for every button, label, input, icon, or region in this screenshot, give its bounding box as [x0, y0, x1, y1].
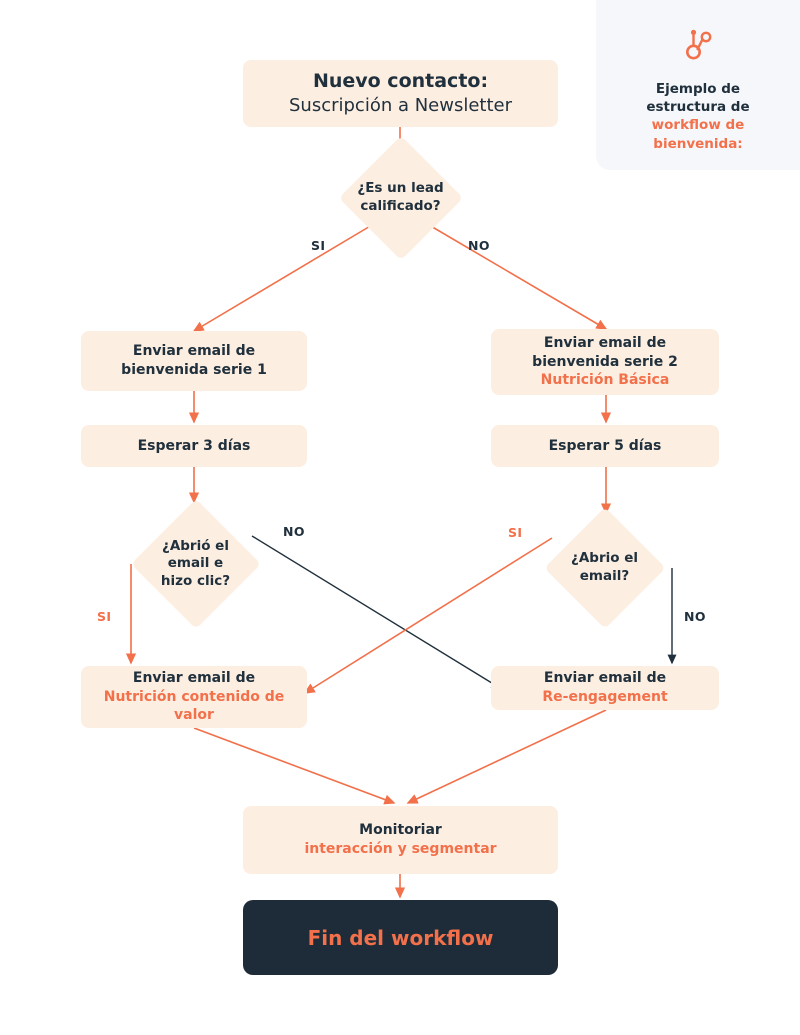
node-email-welcome-series-1: [81, 331, 307, 391]
node-email-nurture-value-content: [81, 666, 307, 728]
email-1-line-1: Enviar email de: [132, 343, 256, 360]
node-monitor-and-segment: [243, 806, 558, 874]
opened-click-line-2: email e: [167, 555, 224, 572]
edge-label-si-qualified: SI: [311, 238, 326, 253]
wait-3-label: Esperar 3 días: [137, 437, 251, 454]
edge-label-no-opened: NO: [684, 609, 706, 624]
qualified-line-1: ¿Es un lead: [357, 180, 444, 197]
opened-click-line-3: hizo clic?: [160, 572, 231, 589]
monitor-line-1: Monitoriar: [359, 822, 442, 839]
reengage-accent: Re-engagement: [542, 689, 668, 705]
node-decision-qualified-lead: [325, 148, 476, 248]
edge-label-no-qualified: NO: [468, 238, 490, 253]
node-end-label: Fin del workflow: [307, 925, 494, 950]
opened-click-line-1: ¿Abrió el: [161, 537, 229, 554]
node-new-contact: [243, 60, 558, 127]
node-new-contact-title: Nuevo contacto:: [312, 69, 489, 92]
qualified-line-2: calificado?: [360, 198, 441, 214]
hubspot-callout-panel: [596, 0, 800, 170]
email-2-accent: Nutrición Básica: [540, 372, 670, 389]
node-decision-opened-and-clicked-label: [161, 538, 230, 591]
hubspot-sprocket-logo-icon: [681, 28, 715, 66]
callout-line-2: estructura de: [646, 99, 750, 116]
node-decision-opened-and-clicked: [120, 505, 271, 623]
monitor-accent: interacción y segmentar: [304, 841, 497, 857]
email-2-line-1: Enviar email de: [543, 334, 667, 351]
opened-line-1: ¿Abrio el: [571, 550, 638, 567]
node-decision-opened-email: [532, 516, 677, 620]
nurture-accent-1: Nutrición contenido de: [103, 688, 285, 705]
wait-5-label: Esperar 5 días: [548, 437, 662, 454]
callout-accent-2: bienvenida:: [653, 135, 743, 152]
callout-accent-1: workflow de: [651, 117, 745, 134]
edge-label-si-opened-click: SI: [97, 609, 112, 624]
email-1-line-2: bienvenida serie 1: [121, 362, 267, 378]
node-wait-3-days: [81, 425, 307, 467]
node-email-re-engagement: [491, 666, 719, 710]
callout-text: [646, 80, 749, 153]
reengage-line-1: Enviar email de: [543, 670, 667, 687]
email-2-line-2: bienvenida serie 2: [532, 353, 678, 370]
edge-label-si-opened: SI: [508, 525, 523, 540]
edge-label-no-opened-click: NO: [283, 524, 305, 539]
node-email-welcome-series-2: [491, 329, 719, 395]
node-wait-5-days: [491, 425, 719, 467]
node-end-of-workflow: [243, 900, 558, 975]
opened-line-2: email?: [579, 568, 630, 584]
nurture-accent-2: valor: [174, 707, 214, 724]
callout-line-1: Ejemplo de: [655, 81, 741, 97]
node-decision-qualified-lead-label: [357, 180, 443, 215]
node-decision-opened-email-label: [571, 550, 638, 585]
nurture-line-1: Enviar email de: [132, 669, 256, 686]
node-new-contact-subtitle: Suscripción a Newsletter: [288, 95, 513, 117]
